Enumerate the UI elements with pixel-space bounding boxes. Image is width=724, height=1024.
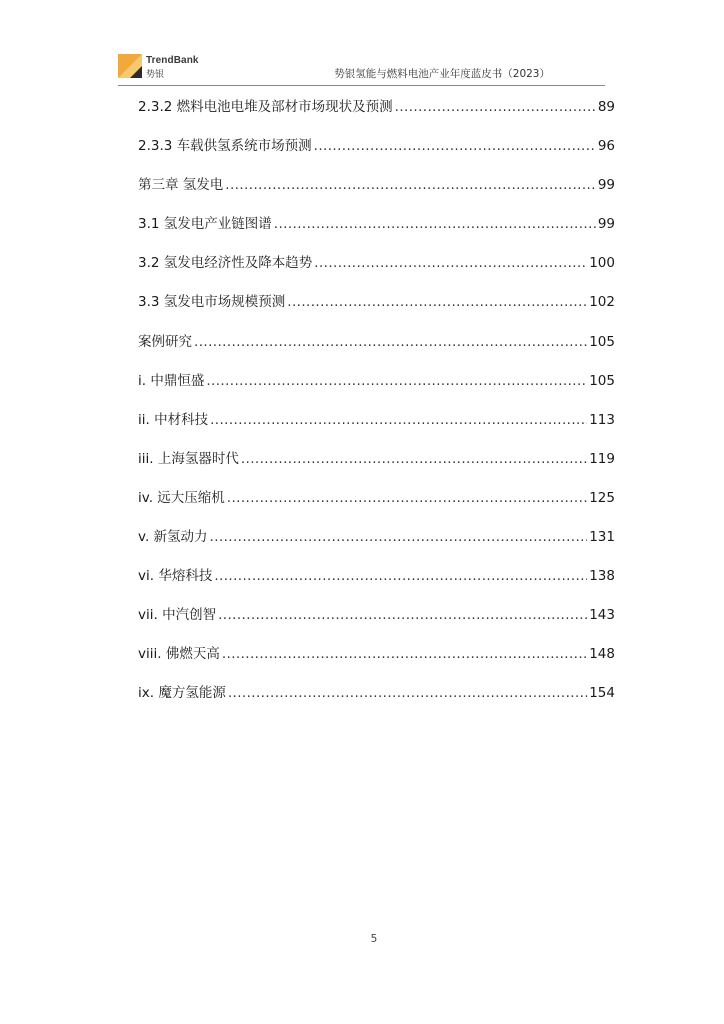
- toc-label: ix. 魔方氢能源: [138, 685, 226, 702]
- toc-entry[interactable]: [138, 643, 615, 682]
- toc-label: 3.2 氢发电经济性及降本趋势: [138, 255, 313, 272]
- toc-page-number: 96: [597, 138, 615, 155]
- toc-page-number: 143: [589, 607, 615, 624]
- toc-page-number: 99: [597, 216, 615, 233]
- toc-leader: [210, 526, 588, 548]
- toc-leader: [222, 643, 587, 665]
- toc-label: viii. 佛燃天高: [138, 646, 220, 663]
- toc-leader: [314, 252, 587, 274]
- toc-entry[interactable]: [138, 135, 615, 174]
- toc-label: 3.3 氢发电市场规模预测: [138, 294, 286, 311]
- toc-leader: [395, 96, 596, 118]
- toc-page-number: 138: [589, 568, 615, 585]
- toc-page-number: 102: [589, 294, 615, 311]
- toc-label: iii. 上海氢器时代: [138, 450, 239, 467]
- document-title: 势银氢能与燃料电池产业年度蓝皮书（2023）: [334, 68, 550, 80]
- toc-leader: [225, 174, 596, 196]
- toc-leader: [274, 213, 596, 235]
- toc-label: v. 新氢动力: [138, 529, 208, 546]
- toc-entry[interactable]: [138, 487, 615, 526]
- toc-leader: [206, 370, 587, 392]
- toc-label: 2.3.2 燃料电池电堆及部材市场现状及预测: [138, 99, 393, 115]
- toc-leader: [218, 604, 587, 626]
- toc-label: 2.3.3 车载供氢系统市场预测: [138, 138, 312, 155]
- toc-entry[interactable]: [138, 213, 615, 252]
- toc-label: ii. 中材科技: [138, 411, 209, 428]
- toc-entry[interactable]: [138, 331, 615, 370]
- toc-page-number: 154: [589, 685, 615, 702]
- toc-label: vi. 华熔科技: [138, 568, 213, 585]
- toc-page-number: 125: [589, 489, 615, 506]
- toc-leader: [227, 487, 587, 509]
- toc-page-number: 99: [597, 177, 615, 194]
- toc-page-number: 113: [589, 411, 615, 428]
- toc-entry[interactable]: [138, 565, 615, 604]
- toc-leader: [314, 135, 596, 157]
- toc-label: 第三章 氢发电: [138, 177, 224, 194]
- logo-brand-cn: 势银: [146, 70, 165, 80]
- toc-leader: [241, 448, 587, 470]
- toc-label: vii. 中汽创智: [138, 607, 217, 624]
- toc-entry[interactable]: [138, 448, 615, 487]
- toc-entry[interactable]: [138, 370, 615, 409]
- toc-page-number: 119: [589, 450, 615, 467]
- toc-leader: [228, 682, 587, 704]
- toc-page-number: 105: [589, 333, 615, 350]
- toc-page-number: 100: [589, 255, 615, 272]
- trendbank-logo: [118, 54, 218, 80]
- toc-page-number: 131: [589, 529, 615, 546]
- toc-page-number: 105: [589, 372, 615, 389]
- toc-page-number: 148: [589, 646, 615, 663]
- toc-page-number: 89: [597, 99, 615, 115]
- page-number: 5: [370, 933, 378, 945]
- trendbank-logo-icon: [118, 54, 142, 78]
- toc-entry[interactable]: [138, 291, 615, 330]
- logo-brand-text: TrendBank: [146, 55, 199, 66]
- toc-leader: [194, 331, 587, 353]
- toc-entry[interactable]: [138, 682, 615, 721]
- toc-entry[interactable]: [138, 604, 615, 643]
- table-of-contents: [138, 96, 615, 722]
- page-header: [118, 54, 605, 86]
- toc-leader: [210, 409, 587, 431]
- toc-entry[interactable]: [138, 526, 615, 565]
- toc-entry[interactable]: [138, 409, 615, 448]
- toc-leader: [214, 565, 587, 587]
- toc-entry[interactable]: [138, 174, 615, 213]
- toc-leader: [287, 291, 587, 313]
- header-divider: [118, 85, 605, 86]
- toc-entry[interactable]: [138, 252, 615, 291]
- toc-entry[interactable]: [138, 96, 615, 135]
- toc-label: iv. 远大压缩机: [138, 489, 225, 506]
- toc-label: 3.1 氢发电产业链图谱: [138, 216, 272, 233]
- toc-label: i. 中鼎恒盛: [138, 372, 205, 389]
- toc-label: 案例研究: [138, 333, 192, 350]
